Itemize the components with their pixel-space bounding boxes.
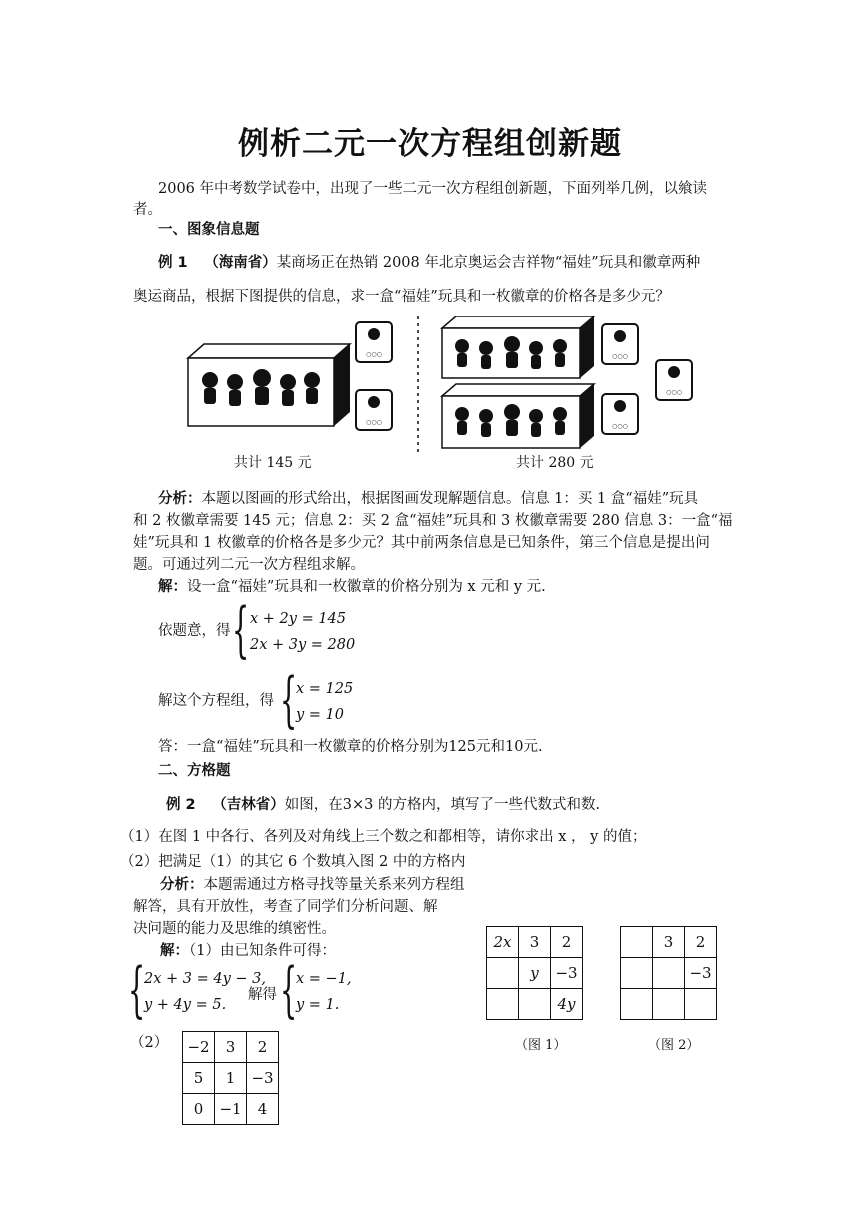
brace-2: {: [280, 665, 298, 735]
svg-text:○○○: ○○○: [612, 353, 628, 360]
grid-cell: 1: [215, 1063, 247, 1094]
grid-cell: 3: [653, 927, 685, 958]
grid-cell: [519, 989, 551, 1020]
grid-cell: [487, 989, 519, 1020]
grid-cell: 0: [183, 1094, 215, 1125]
grid-cell: 3: [519, 927, 551, 958]
grid-cell: −3: [685, 958, 717, 989]
grid-cell: −3: [247, 1063, 279, 1094]
analysis-label: 分析：: [158, 491, 202, 507]
solution-label: 解：: [158, 579, 187, 595]
example-2-question-1: （1）在图 1 中各行、各列及对角线上三个数之和都相等，请你求出 x ， y 的值；: [120, 829, 647, 845]
equation-4: y + 4y = 5.: [144, 997, 227, 1013]
example-2-question-2: （2）把满足（1）的其它 6 个数填入图 2 中的方格内: [120, 854, 466, 870]
grid-cell: [621, 958, 653, 989]
section-1-heading: 一、图象信息题: [158, 222, 260, 238]
figure-2-label: （图 2）: [648, 1038, 700, 1053]
analysis-1-line-3: 娃”玩具和 1 枚徽章的价格各是多少元？其中前两条信息是已知条件，第三个信息是提出问: [133, 535, 710, 551]
result-x: x = 125: [296, 681, 354, 697]
result-2-x: x = −1,: [296, 971, 352, 987]
solution-2-get: 解得: [248, 987, 277, 1003]
grid-cell: 2: [247, 1032, 279, 1063]
grid-cell: 4y: [551, 989, 583, 1020]
analysis-1-line-4: 题。可通过列二元一次方程组求解。: [133, 557, 365, 573]
figure-fuwa-medals: [180, 316, 740, 476]
svg-text:○○○: ○○○: [612, 423, 628, 430]
figure-2-grid: [620, 926, 717, 1020]
brace-1: {: [232, 595, 250, 665]
example-1-line-2: 奥运商品，根据下图提供的信息，求一盒“福娃”玩具和一枚徽章的价格各是多少元？: [133, 289, 670, 305]
figure-1-grid: [486, 926, 583, 1020]
example-1-label: 例 1: [158, 255, 188, 271]
equation-3: 2x + 3 = 4y − 3,: [144, 971, 266, 987]
grid-cell: −1: [215, 1094, 247, 1125]
brace-3: {: [128, 955, 146, 1025]
figure-left-caption: 共计 145 元: [234, 455, 312, 471]
analysis-2-line-2: 解答，具有开放性，考查了同学们分析问题、解: [133, 899, 438, 915]
solution-1-line: 解：设一盒“福娃”玩具和一枚徽章的价格分别为 x 元和 y 元.: [158, 579, 546, 595]
example-1-text-1: 某商场正在热销 2008 年北京奥运会吉祥物“福娃”玩具和徽章两种: [276, 255, 701, 271]
figure-right-caption: 共计 280 元: [516, 455, 594, 471]
answer-grid: [182, 1031, 279, 1125]
svg-text:○○○: ○○○: [366, 351, 382, 358]
fuwa-illustration: [180, 316, 740, 456]
equation-2: 2x + 3y = 280: [250, 637, 356, 653]
figure-1-label: （图 1）: [515, 1038, 567, 1053]
answer-1: 答：一盒“福娃”玩具和一枚徽章的价格分别为125元和10元.: [158, 739, 543, 755]
example-2-source: （吉林省）: [212, 797, 285, 813]
analysis-2-line-3: 决问题的能力及思维的缜密性。: [133, 921, 336, 937]
intro-line-1: 2006 年中考数学试卷中，出现了一些二元一次方程组创新题，下面列举几例，以飨读: [158, 181, 708, 197]
grid-cell: [621, 989, 653, 1020]
grid-cell: [487, 958, 519, 989]
solution-2-line: 解：（1）由已知条件可得：: [160, 943, 336, 959]
solution-2-part-2: （2）: [130, 1035, 169, 1051]
grid-cell: 2: [551, 927, 583, 958]
result-2-y: y = 1.: [296, 997, 340, 1013]
example-1-line-1: [158, 252, 700, 274]
page-title: 例析二元一次方程组创新题: [238, 126, 622, 162]
analysis-1-line-1: 分析：本题以图画的形式给出，根据图画发现解题信息。信息 1：买 1 盒“福娃”玩具: [158, 491, 699, 507]
grid-cell: 3: [215, 1032, 247, 1063]
solution-1-solve: 解这个方程组，得: [158, 693, 274, 709]
grid-cell: 2: [685, 927, 717, 958]
grid-cell: [653, 989, 685, 1020]
grid-cell: 4: [247, 1094, 279, 1125]
analysis-1-line-2: 和 2 枚徽章需要 145 元；信息 2：买 2 盒“福娃”玩具和 3 枚徽章需要 280 信息 3：一盒“福: [133, 513, 733, 529]
solution-1-setup: 依题意，得: [158, 623, 231, 639]
example-1-source: （海南省）: [204, 255, 277, 271]
grid-cell: −2: [183, 1032, 215, 1063]
svg-text:○○○: ○○○: [666, 389, 682, 396]
example-2-label: 例 2: [166, 797, 196, 813]
grid-cell: 5: [183, 1063, 215, 1094]
equation-1: x + 2y = 145: [250, 611, 347, 627]
section-2-heading: 二、方格题: [158, 763, 231, 779]
svg-text:○○○: ○○○: [366, 419, 382, 426]
grid-cell: 2x: [487, 927, 519, 958]
grid-cell: [685, 989, 717, 1020]
intro-line-2: 者。: [133, 202, 162, 218]
grid-cell: y: [519, 958, 551, 989]
brace-4: {: [280, 955, 298, 1025]
result-y: y = 10: [296, 707, 345, 723]
analysis-2-line-1: 分析：本题需通过方格寻找等量关系来列方程组: [160, 877, 465, 893]
example-2-line: 例 2 （吉林省）如图，在3×3 的方格内，填写了一些代数式和数.: [166, 797, 601, 813]
grid-cell: −3: [551, 958, 583, 989]
grid-cell: [621, 927, 653, 958]
grid-cell: [653, 958, 685, 989]
